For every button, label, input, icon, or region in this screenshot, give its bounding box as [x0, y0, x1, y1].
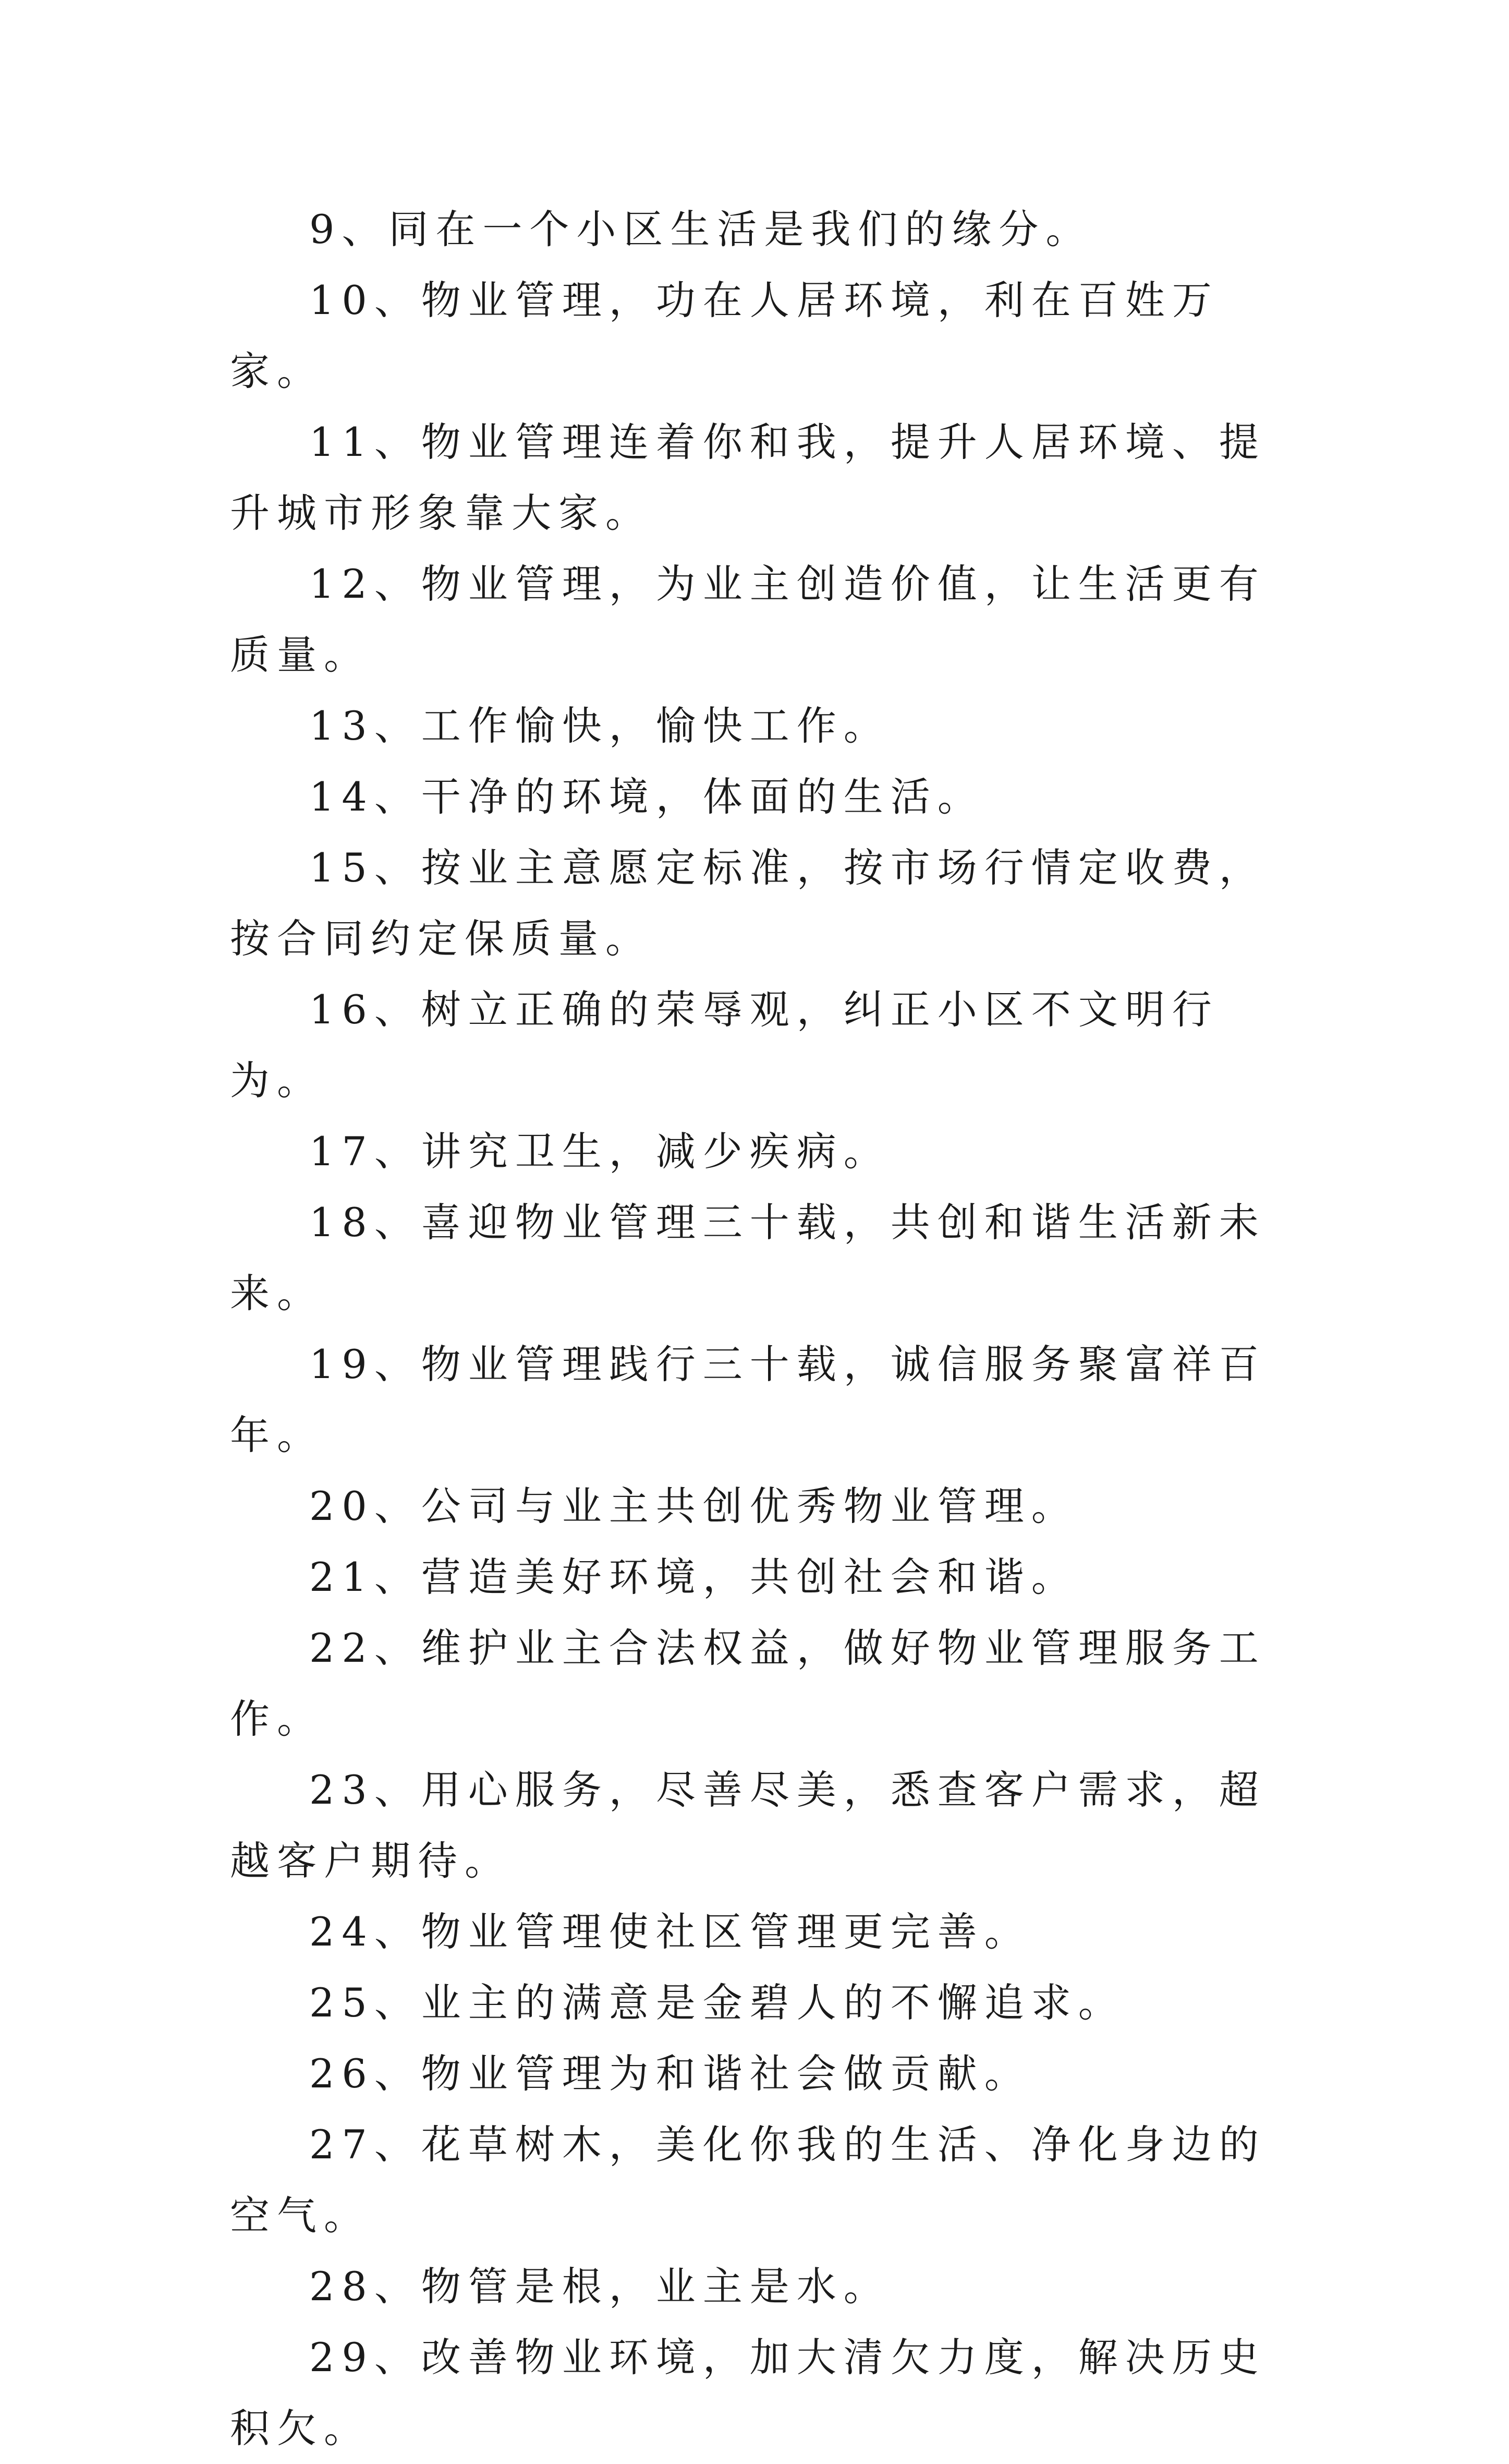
slogan-paragraph: 21、营造美好环境，共创社会和谐。	[309, 1554, 1078, 1600]
slogan-paragraph: 10、物业管理，功在人居环境，利在百姓万家。	[230, 277, 1219, 394]
slogan-paragraph: 29、改善物业环境，加大清欠力度，解决历史积欠。	[230, 2334, 1266, 2451]
slogan-paragraph: 14、干净的环境，体面的生活。	[309, 774, 984, 820]
slogan-paragraph: 27、花草树木，美化你我的生活、净化身边的空气。	[230, 2121, 1266, 2239]
slogan-paragraph: 16、树立正确的荣辱观，纠正小区不文明行为。	[230, 986, 1219, 1104]
slogan-paragraph: 22、维护业主合法权益，做好物业管理服务工作。	[230, 1625, 1266, 1742]
slogan-paragraph: 24、物业管理使社区管理更完善。	[309, 1909, 1031, 1955]
slogan-paragraph: 13、工作愉快，愉快工作。	[309, 703, 891, 749]
slogan-paragraph: 19、物业管理践行三十载，诚信服务聚富祥百年。	[230, 1341, 1266, 1458]
slogan-paragraph: 18、喜迎物业管理三十载，共创和谐生活新未来。	[230, 1199, 1266, 1316]
slogan-paragraph: 23、用心服务，尽善尽美，悉查客户需求，超越客户期待。	[230, 1767, 1266, 1884]
slogan-paragraph: 17、讲究卫生，减少疾病。	[309, 1128, 891, 1175]
slogan-paragraph: 25、业主的满意是金碧人的不懈追求。	[309, 1979, 1125, 2026]
slogan-paragraph: 26、物业管理为和谐社会做贡献。	[309, 2050, 1031, 2097]
slogan-paragraph: 20、公司与业主共创优秀物业管理。	[309, 1483, 1078, 1529]
slogan-paragraph: 28、物管是根，业主是水。	[309, 2263, 891, 2310]
document-body	[230, 194, 1301, 2464]
slogan-paragraph: 12、物业管理，为业主创造价值，让生活更有质量。	[230, 561, 1266, 678]
slogan-paragraph: 15、按业主意愿定标准，按市场行情定收费，按合同约定保质量。	[230, 844, 1266, 962]
slogan-paragraph: 11、物业管理连着你和我，提升人居环境、提升城市形象靠大家。	[230, 419, 1266, 536]
slogan-paragraph: 9、同在一个小区生活是我们的缘分。	[309, 206, 1093, 252]
